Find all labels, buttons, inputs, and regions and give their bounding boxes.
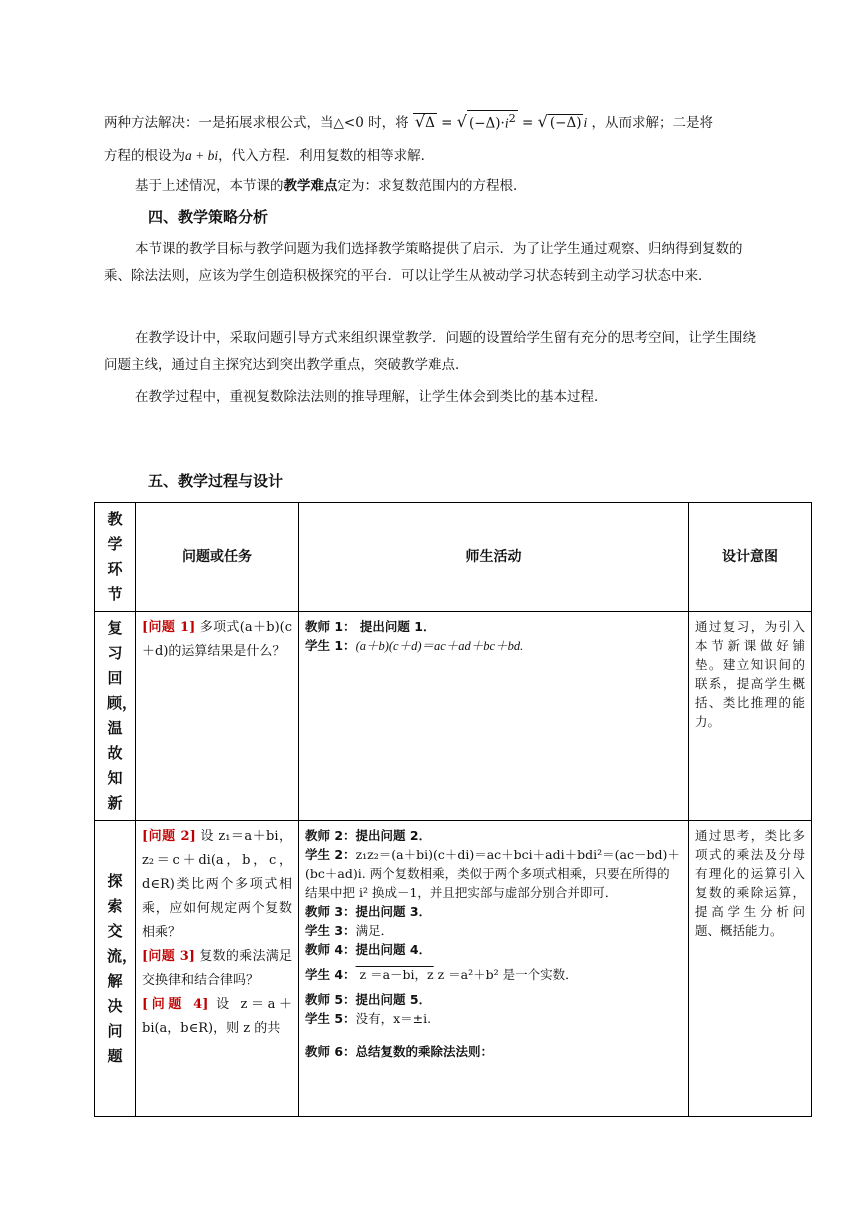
question-2: [问题 2] 设 z₁＝a＋bi，z₂＝c＋di(a，b，c，d∈R)类比两个多项式相乘，应如何规定两个复数相乘？ [142,829,292,940]
header-stage: 教学环节 [95,503,136,612]
teacher-line: 教师 2：提出问题 2． [305,828,432,843]
difficulty-keyword: 教学难点 [283,178,338,194]
table-header-row [95,503,812,612]
strategy-paragraph-1: 本节课的教学目标与教学问题为我们选择教学策略提供了启示．为了让学生通过观察、归纳得到复数的乘、除法法则，应该为学生创造积极探究的平台．可以让学生从被动学习状态转到主动学习状态中来． [104,241,743,284]
intent-cell: 通过思考，类比多项式的乘法及分母有理化的运算引入复数的乘除运算，提高学生分析问题、概括能力。 [689,821,812,1117]
question-4: [问题 4] 设 z＝a＋bi(a，b∈R)，则 z 的共 [142,997,292,1036]
stage-cell: 探索交流，解决问题 [95,821,136,1117]
student-line: 学生 4： z ＝a－bi，z z ＝a²＋b² 是一个实数． [305,967,578,982]
section-5-title: 五、教学过程与设计 [148,472,284,490]
teaching-process-table [94,502,812,1117]
header-activity: 师生活动 [299,503,689,612]
teacher-line: 教师 6：总结复数的乘除法法则： [305,1044,494,1059]
intro-text-4: ，代入方程．利用复数的相等求解． [218,148,435,164]
math-expr: a + bi [185,148,219,163]
student-line: 学生 2：z₁z₂＝(a＋bi)(c＋di)＝ac＋bci＋adi＋bdi²＝(ac－bd)＋(bc＋ad)i. 两个复数相乘，类似于两个多项式相乘，只要在所得的结果中把 i² 换成－1，并且把实部与虚部分别合并即可． [305,847,680,900]
intro-line-2 [104,142,756,170]
teacher-line: 教师 4：提出问题 4． [305,942,432,957]
question-text: 多项式(a＋b)(c＋d)的运算结果是什么？ [142,620,293,659]
header-intent: 设计意图 [689,503,812,612]
question-label: [问题 1] [142,620,196,635]
intro-text-3: 方程的根设为 [104,148,185,164]
strategy-paragraph-2: 在教学设计中，采取问题引导方式来组织课堂教学．问题的设置给学生留有充分的思考空间，让学生围绕问题主线，通过自主探究达到突出教学重点，突破教学难点． [104,330,756,373]
difficulty-text: 基于上述情况，本节课的 [135,178,284,194]
strategy-paragraph-3: 在教学过程中，重视复数除法法则的推导理解，让学生体会到类比的基本过程． [135,389,608,405]
stage-cell: 复习回顾，温故知新 [95,612,136,821]
sqrt-formula: √Δ [414,112,435,131]
student-line: 学生 1：(a＋b)(c＋d)＝ac＋ad＋bc＋bd. [305,638,524,653]
teacher-line: 教师 3：提出问题 3． [305,904,432,919]
intro-text-2: ，从而求解；二是将 [591,115,714,131]
teacher-line: 教师 1： 提出问题 1． [305,619,436,634]
question-cell [136,612,299,821]
section-4-title: 四、教学策略分析 [148,208,269,226]
difficulty-line [104,173,756,200]
table-row [95,821,812,1117]
question-3: [问题 3] 复数的乘法满足交换律和结合律吗？ [142,949,293,988]
activity-cell [299,821,689,1117]
student-line: 学生 5：没有，x＝±i. [305,1011,432,1026]
header-question: 问题或任务 [136,503,299,612]
intent-cell: 通过复习，为引入本节新课做好铺垫。建立知识间的联系，提高学生概括、类比推理的能力。 [689,612,812,821]
intro-line-1: 两种方法解决：一是拓展求根公式，当△<0 时，将 √Δ = √ $(-\Delta)\cdot i^2$ = √ (−Δ) i ，从而求解；二是将 [104,111,714,131]
student-line: 学生 3：满足． [305,923,394,938]
question-cell [136,821,299,1117]
intro-text: 两种方法解决：一是拓展求根公式，当△<0 时，将 [104,115,409,131]
activity-cell [299,612,689,821]
table-row [95,612,812,821]
difficulty-text-2: 定为：求复数范围内的方程根． [337,178,527,194]
teacher-line: 教师 5：提出问题 5． [305,992,432,1007]
